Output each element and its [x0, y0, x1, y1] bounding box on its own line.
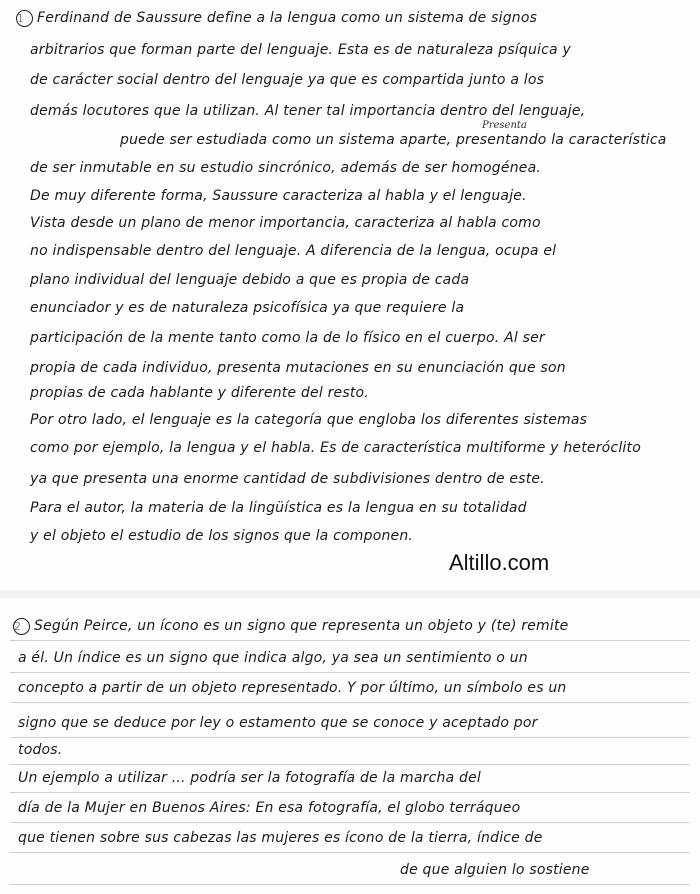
ruled-line [10, 792, 690, 793]
line-text: concepto a partir de un objeto representado. Y por último, un símbolo es un [18, 680, 567, 696]
ruled-line [10, 702, 690, 703]
section2-line [18, 680, 638, 696]
line-text: participación de la mente tanto como la de lo físico en el cuerpo. Al ser [30, 330, 545, 346]
section1-line [30, 243, 635, 259]
section1-line [30, 188, 595, 204]
section1-line [30, 160, 570, 176]
ruled-line [10, 764, 690, 765]
line-text: día de la Mujer en Buenos Aires: En esa fotografía, el globo terráqueo [18, 800, 521, 816]
section1-line [30, 528, 470, 544]
line-text: puede ser estudiada como un sistema aparte, presentando la característica [120, 132, 667, 148]
section1-line [30, 330, 615, 346]
section2-line [18, 770, 678, 786]
section1-line [30, 103, 655, 119]
section1-line [30, 215, 640, 231]
line-text: a él. Un índice es un signo que indica algo, ya sea un sentimiento o un [18, 650, 528, 666]
section1-line [16, 10, 623, 27]
line-text: de carácter social dentro del lenguaje ya que es compartida junto a los [30, 72, 545, 88]
line-text: signo que se deduce por ley o estamento que se conoce y aceptado por [18, 715, 538, 731]
section2-line [18, 650, 633, 666]
line-text: Ferdinand de Saussure define a la lengua como un sistema de signos [37, 10, 538, 26]
ruled-line [10, 672, 690, 673]
line-text: de ser inmutable en su estudio sincrónico, además de ser homogénea. [30, 160, 542, 176]
line-text: Para el autor, la materia de la lingüística es la lengua en su totalidad [30, 500, 527, 516]
ruled-line [10, 852, 690, 853]
page-separator [0, 590, 700, 598]
line-text: plano individual del lenguaje debido a que es propia de cada [30, 272, 470, 288]
section1-line [30, 471, 640, 487]
section1-line [120, 132, 690, 148]
section2-line [400, 862, 680, 878]
section1-line [30, 360, 620, 376]
line-text: todos. [18, 742, 63, 758]
section1-line [30, 72, 635, 88]
ruled-line [10, 822, 690, 823]
line-text: Vista desde un plano de menor importancia, caracteriza al habla como [30, 215, 541, 231]
section2-line [18, 715, 623, 731]
line-text: propias de cada hablante y diferente del resto. [30, 385, 369, 401]
section-number-circle: 1 [16, 10, 33, 27]
line-text: enunciador y es de naturaleza psicofísica ya que requiere la [30, 300, 465, 316]
line-text: De muy diferente forma, Saussure caracteriza al habla y el lenguaje. [30, 188, 527, 204]
section1-line [30, 300, 590, 316]
section1-line [30, 500, 650, 516]
ruled-line [10, 640, 690, 641]
section1-line [30, 42, 630, 58]
section2-line [18, 830, 643, 846]
section1-line [30, 440, 641, 456]
ruled-line [10, 737, 690, 738]
line-text: Según Peirce, un ícono es un signo que representa un objeto y (te) remite [34, 618, 569, 634]
section2-line [18, 742, 68, 758]
line-text: que tienen sobre sus cabezas las mujeres es ícono de la tierra, índice de [18, 830, 543, 846]
section1-line [30, 412, 650, 428]
line-text: propia de cada individuo, presenta mutaciones en su enunciación que son [30, 360, 566, 376]
section2-line [18, 800, 643, 816]
line-text: como por ejemplo, la lengua y el habla. Es de característica multiforme y heteróclito [30, 440, 641, 456]
line-text: Un ejemplo a utilizar ... podría ser la fotografía de la marcha del [18, 770, 482, 786]
line-text: de que alguien lo sostiene [400, 862, 590, 878]
watermark: Altillo.com [449, 550, 550, 575]
line-text: y el objeto el estudio de los signos que la componen. [30, 528, 414, 544]
section1-line [30, 272, 590, 288]
section1-line [30, 385, 400, 401]
ruled-line [10, 884, 690, 885]
annotation-presenta: Presenta [482, 120, 527, 131]
line-text: no indispensable dentro del lenguaje. A diferencia de la lengua, ocupa el [30, 243, 557, 259]
line-text: demás locutores que la utilizan. Al tener tal importancia dentro del lenguaje, [30, 103, 586, 119]
line-text: arbitrarios que forman parte del lenguaje. Esta es de naturaleza psíquica y [30, 42, 571, 58]
section-number-circle: 2 [13, 618, 30, 635]
line-text: ya que presenta una enorme cantidad de subdivisiones dentro de este. [30, 471, 545, 487]
line-text: Por otro lado, el lenguaje es la categoría que engloba los diferentes sistemas [30, 412, 588, 428]
section2-line [13, 618, 630, 635]
